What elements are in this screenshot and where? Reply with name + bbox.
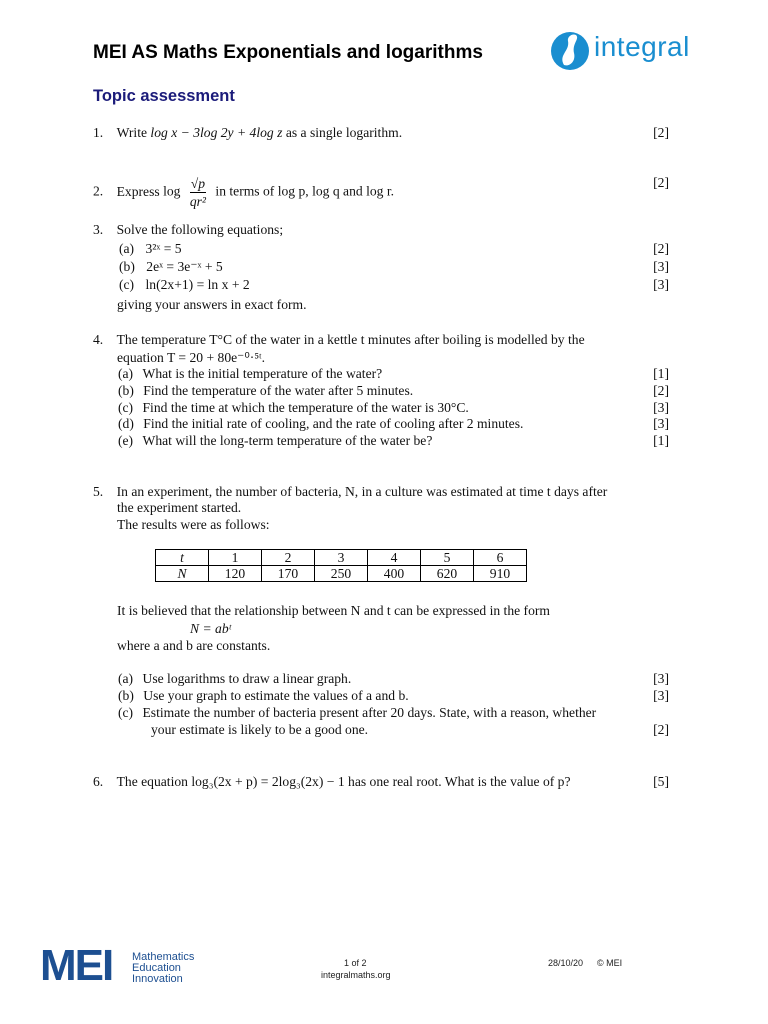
question-4e-marks: [1]	[653, 433, 669, 448]
table-cell: 6	[474, 550, 527, 566]
question-4d-marks: [3]	[653, 416, 669, 431]
question-2-marks: [2]	[653, 175, 669, 190]
table-header-cell: t	[156, 550, 209, 566]
question-4d: (d) Find the initial rate of cooling, and the rate of cooling after 2 minutes.	[118, 416, 524, 431]
question-5-line5: where a and b are constants.	[117, 638, 271, 653]
page-title: MEI AS Maths Exponentials and logarithms	[93, 42, 483, 63]
question-5b-marks: [3]	[653, 688, 669, 703]
question-4: 4. The temperature T°C of the water in a kettle t minutes after boiling is modelled by the	[93, 332, 585, 347]
footer-copyright: © MEI	[597, 958, 623, 968]
question-4b: (b) Find the temperature of the water after 5 minutes.	[118, 383, 414, 398]
page-subtitle: Topic assessment	[93, 87, 235, 105]
question-5-formula: N = abᵗ	[190, 621, 231, 636]
question-4a-marks: [1]	[653, 366, 669, 381]
question-5: 5. In an experiment, the number of bacteria, N, in a culture was estimated at time t days after	[93, 484, 608, 499]
table-cell: 250	[315, 566, 368, 582]
question-3b: (b) 2eˣ = 3e⁻ˣ + 5	[119, 259, 223, 274]
integral-logo	[548, 27, 698, 73]
table-cell: 620	[421, 566, 474, 582]
table-cell: 170	[262, 566, 315, 582]
table-cell: 1	[209, 550, 262, 566]
question-3b-marks: [3]	[653, 259, 669, 274]
table-cell: 3	[315, 550, 368, 566]
mei-logo-mark: MEI	[40, 941, 113, 990]
question-3a-marks: [2]	[653, 241, 669, 256]
integral-logo-text: integral	[594, 31, 690, 62]
table-cell: 910	[474, 566, 527, 582]
question-5a: (a) Use logarithms to draw a linear graph.	[118, 671, 352, 686]
question-5-line3: The results were as follows:	[117, 517, 270, 532]
question-5c-line2: your estimate is likely to be a good one.	[151, 722, 369, 737]
table-row	[156, 550, 527, 566]
page-number: 1 of 2	[344, 958, 367, 968]
question-1: 1. Write log x − 3log 2y + 4log z as a single logarithm.	[93, 125, 403, 140]
question-4c: (c) Find the time at which the temperature of the water is 30°C.	[118, 400, 469, 415]
footer-date: 28/10/20	[548, 958, 584, 968]
question-6: 6. The equation log₃(2x + p) = 2log₃(2x) − 1 has one real root. What is the value of p?	[93, 774, 571, 789]
table-row	[156, 566, 527, 582]
question-2-fraction: $\frac{√p}{\text{qr²}}$	[189, 176, 207, 209]
footer-site: integralmaths.org	[321, 970, 391, 980]
question-5c-marks: [2]	[653, 722, 669, 737]
table-cell: 400	[368, 566, 421, 582]
question-4c-marks: [3]	[653, 400, 669, 415]
question-1-marks: [2]	[653, 125, 669, 140]
question-2: 2. Express log $\frac{√p}{\text{qr²}}$ in terms of log p, log q and log r.	[93, 176, 395, 209]
question-3-outro: giving your answers in exact form.	[117, 297, 307, 312]
table-header-cell: N	[156, 566, 209, 582]
table-cell: 5	[421, 550, 474, 566]
question-5b: (b) Use your graph to estimate the values of a and b.	[118, 688, 409, 703]
question-4-line2: equation T = 20 + 80e⁻⁰·⁵ᵗ.	[117, 350, 266, 365]
question-6-marks: [5]	[653, 774, 669, 789]
table-cell: 120	[209, 566, 262, 582]
question-4e: (e) What will the long-term temperature of the water be?	[118, 433, 433, 448]
question-5-line4: It is believed that the relationship between N and t can be expressed in the form	[117, 603, 550, 618]
question-4b-marks: [2]	[653, 383, 669, 398]
mei-logo-text: Mathematics Education Innovation	[132, 951, 195, 985]
table-cell: 4	[368, 550, 421, 566]
question-5c: (c) Estimate the number of bacteria present after 20 days. State, with a reason, whether	[118, 705, 597, 720]
question-4a: (a) What is the initial temperature of the water?	[118, 366, 383, 381]
data-table	[155, 549, 527, 582]
question-3c: (c) ln(2x+1) = ln x + 2	[119, 277, 250, 292]
table-cell: 2	[262, 550, 315, 566]
integral-logo-icon	[548, 27, 594, 73]
question-3: 3. Solve the following equations;	[93, 222, 284, 237]
question-5-line2: the experiment started.	[117, 500, 242, 515]
question-5a-marks: [3]	[653, 671, 669, 686]
question-3c-marks: [3]	[653, 277, 669, 292]
question-3a: (a) 3²ˣ = 5	[119, 241, 182, 256]
